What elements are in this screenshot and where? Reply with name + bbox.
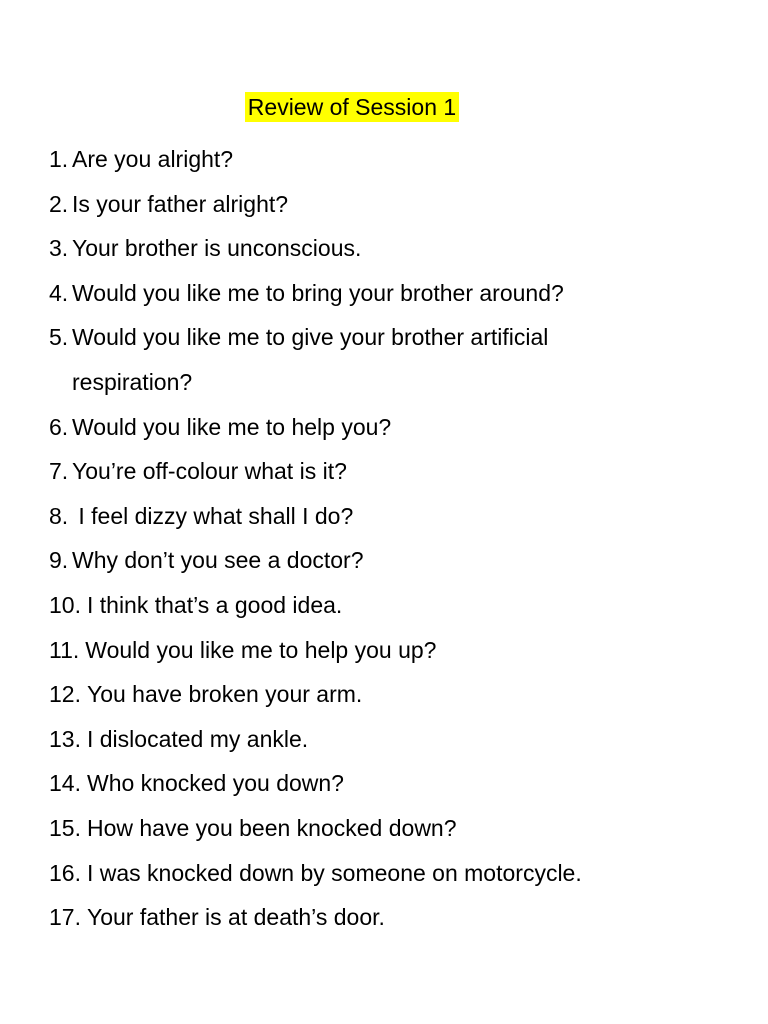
page-title: Review of Session 1 — [245, 92, 459, 122]
list-item — [49, 494, 729, 539]
item-text: I was knocked down by someone on motorcycle. — [86, 859, 582, 886]
item-text: Is your father alright? — [72, 190, 289, 217]
list-item — [49, 538, 729, 583]
list-item — [49, 449, 729, 494]
item-text: Why don’t you see a doctor? — [72, 547, 364, 574]
item-text: Are you alright? — [72, 146, 234, 172]
list-item — [49, 271, 729, 316]
item-text: Would you like me to help you up? — [85, 636, 437, 663]
item-number: 14. — [49, 770, 81, 797]
item-text: Your brother is unconscious. — [72, 235, 362, 262]
list-item — [49, 895, 729, 940]
item-number: 6. — [49, 413, 69, 440]
item-text: Would you like me to bring your brother around? — [72, 279, 564, 306]
item-text: Would you like me to help you? — [72, 413, 392, 440]
item-text: Who knocked you down? — [86, 770, 344, 797]
list-item — [49, 182, 729, 227]
item-text: How have you been knocked down? — [86, 814, 457, 841]
list-item — [49, 226, 729, 271]
list-item — [49, 405, 729, 450]
item-text: I think that’s a good idea. — [86, 591, 343, 618]
list-item — [49, 672, 729, 717]
phrase-list — [49, 137, 729, 940]
item-text: You’re off-colour what is it? — [72, 458, 347, 485]
item-number: 15. — [49, 814, 81, 841]
item-number: 3. — [49, 235, 69, 262]
item-number: 5. — [49, 324, 69, 351]
item-number: 10. — [49, 591, 81, 618]
item-number: 12. — [49, 681, 81, 708]
list-item — [49, 851, 729, 896]
item-number: 16. — [49, 859, 81, 886]
item-text: Would you like me to give your brother artificial respiration? — [72, 324, 549, 395]
list-item — [49, 315, 729, 404]
list-item — [49, 806, 729, 851]
list-item — [49, 137, 729, 182]
item-number: 7. — [49, 458, 69, 485]
item-number: 11. — [49, 636, 80, 663]
item-number: 9. — [49, 547, 69, 574]
item-number: 1. — [49, 146, 69, 172]
item-number: 2. — [49, 190, 69, 217]
item-number: 8. — [49, 502, 69, 529]
list-item — [49, 761, 729, 806]
item-number: 17. — [49, 904, 81, 931]
list-item — [49, 628, 729, 673]
list-item — [49, 717, 729, 762]
item-number: 13. — [49, 725, 81, 752]
item-text: Your father is at death’s door. — [86, 904, 385, 931]
list-item — [49, 583, 729, 628]
item-text: I feel dizzy what shall I do? — [72, 502, 354, 529]
item-text: You have broken your arm. — [86, 681, 363, 708]
item-number: 4. — [49, 279, 69, 306]
item-text: I dislocated my ankle. — [86, 725, 309, 752]
title-container — [0, 92, 704, 122]
